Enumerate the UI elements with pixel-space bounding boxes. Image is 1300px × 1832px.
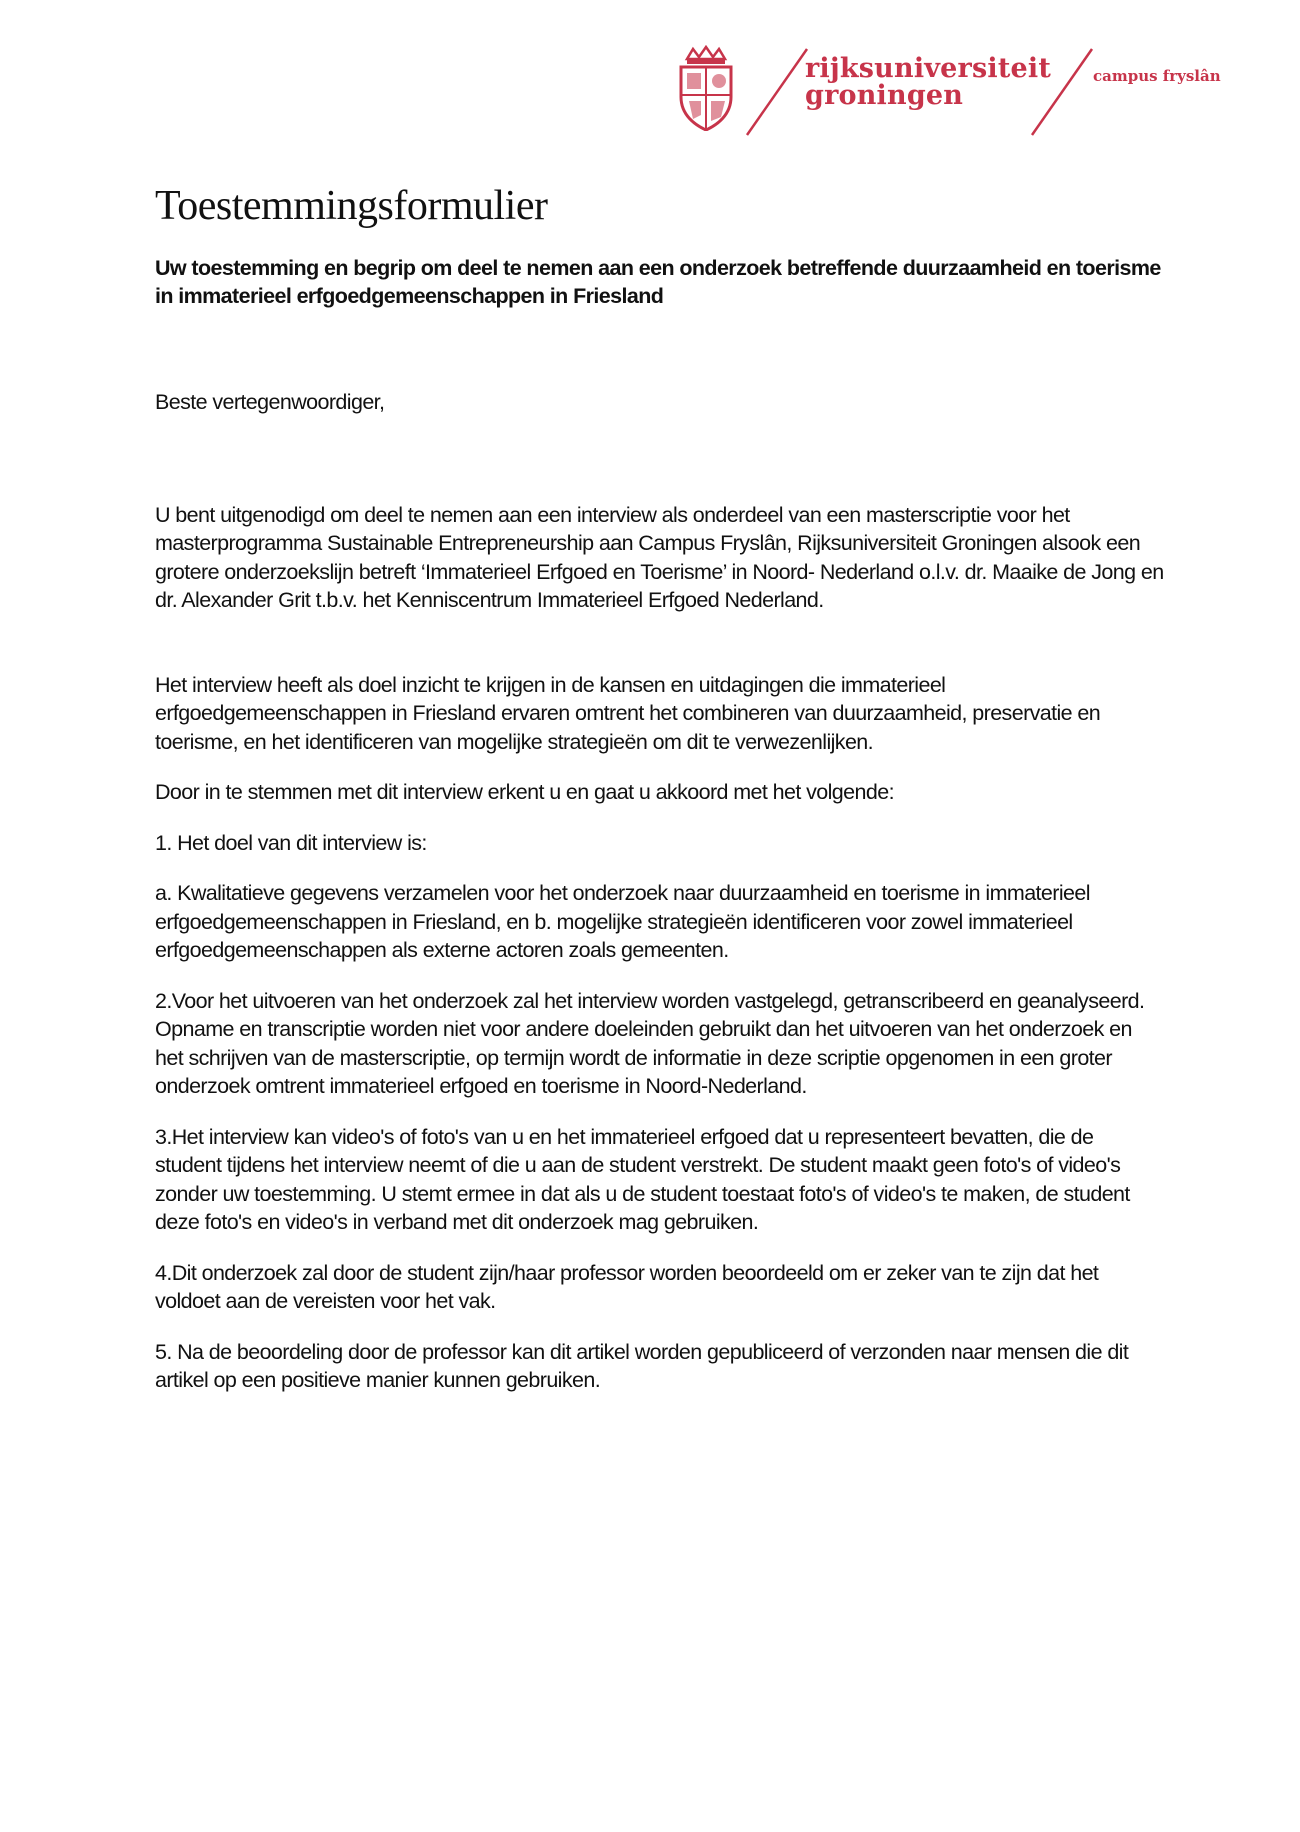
university-name (805, 55, 1051, 109)
paragraph-agreement: Door in te stemmen met dit interview erkent u en gaat u akkoord met het volgende: (155, 780, 894, 804)
university-logo (675, 45, 1235, 145)
campus-name: campus fryslân (1093, 67, 1221, 85)
paragraph-goal: Het interview heeft als doel inzicht te krijgen in de kansen en uitdagingen die immaterieel erfgoedgemeenschappen in Friesland ervaren omtrent het combineren van duurzaamheid, preservatie en toerisme, en het identificeren van mogelijke strategieën om dit te verwezenlijken. (155, 672, 1101, 754)
list-item-1a: a. Kwalitatieve gegevens verzamelen voor het onderzoek naar duurzaamheid en toerisme in immaterieel erfgoedgemeenschappen in Friesland, en b. mogelijke strategieën identificeren voor zowel immaterieel erfgoedgemeenschappen als externe actoren zoals gemeenten. (155, 881, 1090, 962)
list-item-2: 2.Voor het uitvoeren van het onderzoek zal het interview worden vastgelegd, getranscribeerd en geanalyseerd. Opname en transcriptie worden niet voor andere doeleinden gebruikt dan het uitvoeren van het onderzoek en het schrijven van de masterscriptie, op termijn wordt de informatie in deze scriptie opgenomen in een groter onderzoek omtrent immaterieel erfgoed en toerisme in Noord-Nederland. (155, 988, 1145, 1098)
document-body (155, 180, 1165, 1395)
logo-divider-icon (1030, 47, 1094, 137)
university-name-line2: groningen (805, 80, 964, 111)
list-item-5: 5. Na de beoordeling door de professor kan dit artikel worden gepubliceerd of verzonden naar mensen die dit artikel op een positieve manier kunnen gebruiken. (155, 1339, 1129, 1392)
paragraph-intro: U bent uitgenodigd om deel te nemen aan een interview als onderdeel van een masterscriptie voor het masterprogramma Sustainable Entrepreneurship aan Campus Fryslân, Rijksuniversiteit Groningen alsook een grotere onderzoekslijn betreft ‘Immaterieel Erfgoed en Toerisme’ in Noord- Nederland o.l.v. dr. Maaike de Jong en dr. Alexander Grit t.b.v. het Kenniscentrum Immaterieel Erfgoed Nederland. (155, 502, 1164, 612)
logo-divider-icon (745, 47, 809, 137)
document-subtitle: Uw toestemming en begrip om deel te nemen aan een onderzoek betreffende duurzaamheid en toerisme in immaterieel erfgoedgemeenschappen in Friesland (155, 256, 1161, 308)
university-name-line1: rijksuniversiteit (805, 53, 1052, 84)
list-item-1: 1. Het doel van dit interview is: (155, 830, 427, 855)
salutation: Beste vertegenwoordiger, (155, 390, 385, 414)
document-title: Toestemmingsformulier (155, 183, 548, 229)
university-crest-icon (675, 45, 737, 131)
list-item-4: 4.Dit onderzoek zal door de student zijn/haar professor worden beoordeeld om er zeker van te zijn dat het voldoet aan de vereisten voor het vak. (155, 1260, 1099, 1313)
list-item-3: 3.Het interview kan video's of foto's van u en het immaterieel erfgoed dat u representeert bevatten, die de student tijdens het interview neemt of die u aan de student verstrekt. De student maakt geen foto's of video's zonder uw toestemming. U stemt ermee in dat als u de student toestaat foto's of video's te maken, de student deze foto's en video's in verband met dit onderzoek mag gebruiken. (155, 1124, 1130, 1234)
